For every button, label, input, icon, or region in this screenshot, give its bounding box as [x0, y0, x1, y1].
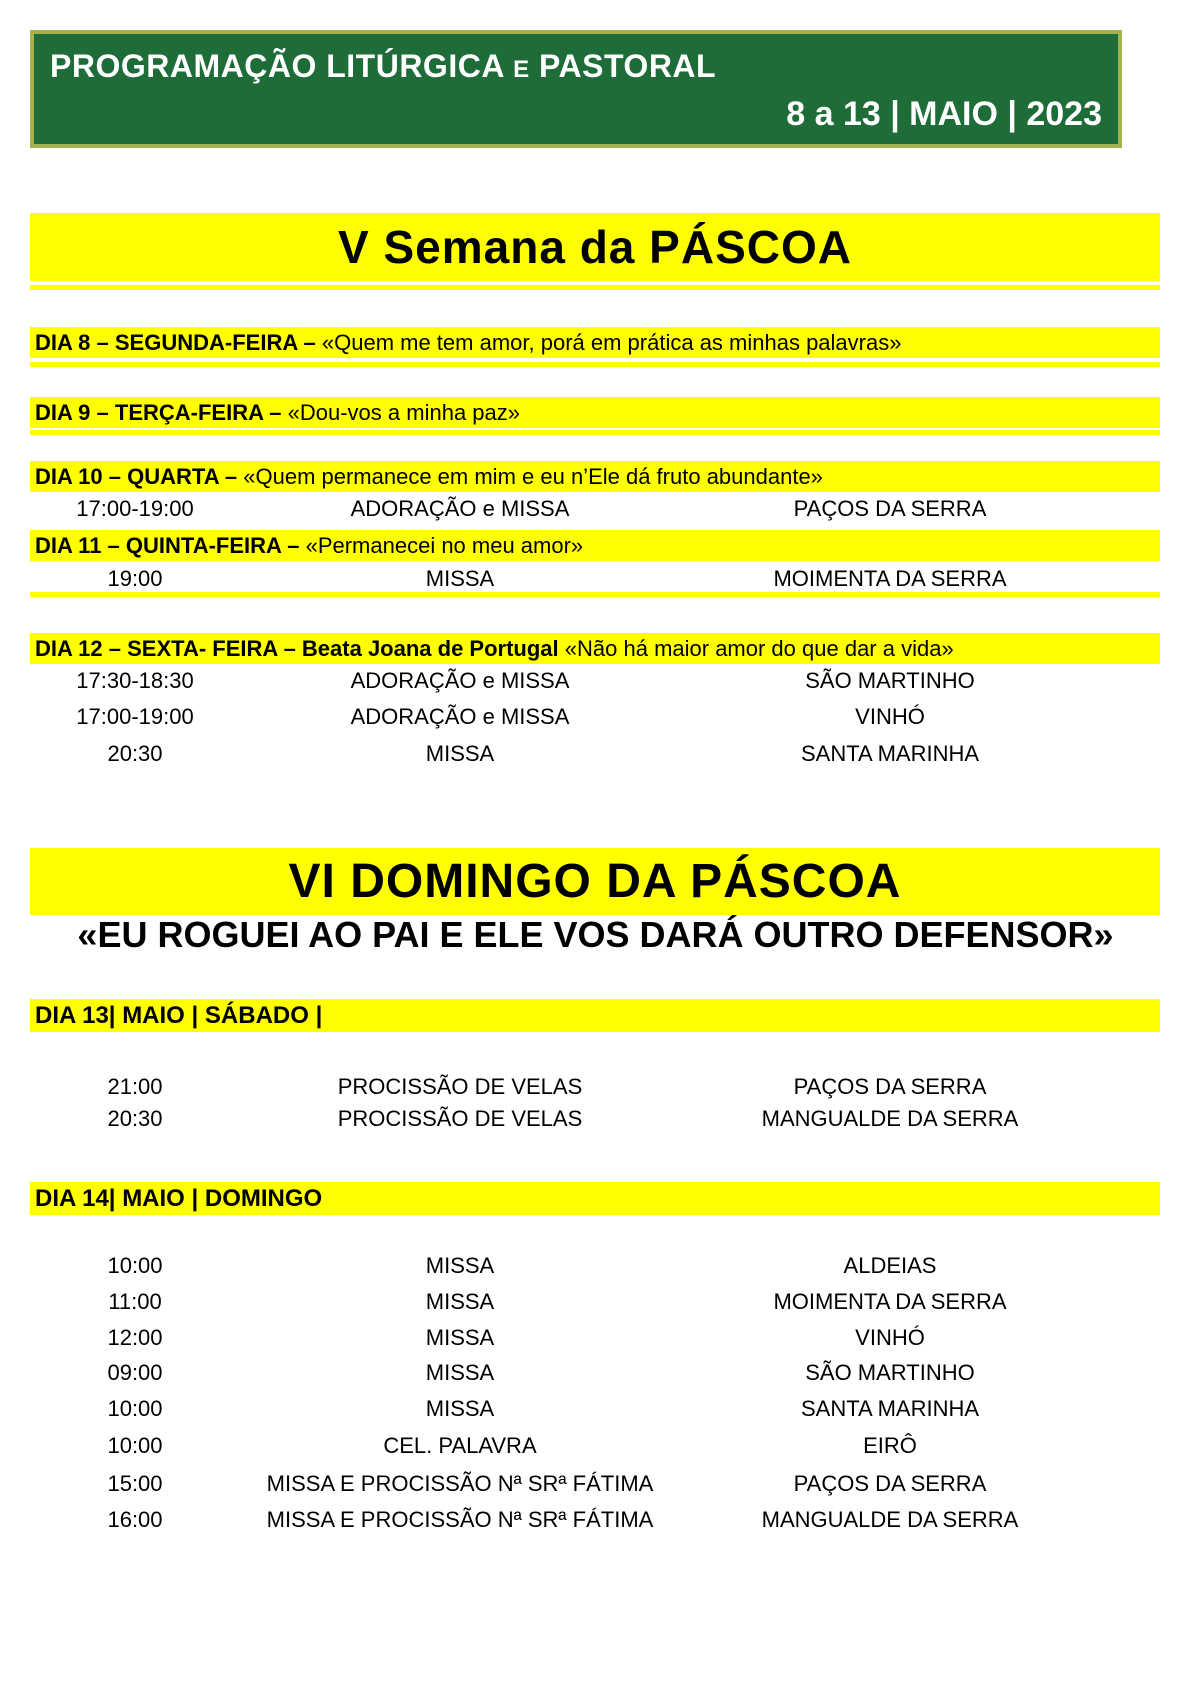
event-time: 16:00 — [107, 1507, 163, 1532]
event-time: 19:00 — [107, 566, 163, 591]
day-header-dia8 — [30, 327, 1160, 358]
highlight-strip — [30, 430, 1160, 435]
event-place: SANTA MARINHA — [800, 1396, 980, 1421]
day-header-dia9 — [30, 397, 1160, 428]
event-place: MANGUALDE DA SERRA — [761, 1507, 1019, 1532]
sunday-subtitle: «EU ROGUEI AO PAI E ELE VOS DARÁ OUTRO DEFENSOR» — [77, 914, 1114, 955]
event-place: MANGUALDE DA SERRA — [761, 1106, 1019, 1131]
schedule-row — [0, 1105, 1191, 1133]
schedule-row — [0, 1395, 1191, 1423]
event-activity: MISSA — [425, 1396, 495, 1421]
event-activity: CEL. PALAVRA — [383, 1433, 537, 1458]
schedule-row — [0, 1432, 1191, 1460]
schedule-row — [0, 1288, 1191, 1316]
highlight-strip — [30, 285, 1160, 290]
sunday-title-band: VI DOMINGO DA PÁSCOA — [30, 848, 1160, 915]
day-label: DIA 12 – SEXTA- FEIRA – Beata Joana de Portugal — [35, 636, 559, 661]
event-time: 21:00 — [107, 1074, 163, 1099]
schedule-row — [0, 667, 1191, 695]
event-time: 10:00 — [107, 1396, 163, 1421]
masthead-title-tail: PASTORAL — [539, 48, 717, 84]
event-place: SÃO MARTINHO — [805, 668, 975, 693]
day-header-dia13: DIA 13| MAIO | SÁBADO | — [30, 999, 1160, 1032]
event-activity: ADORAÇÃO e MISSA — [350, 704, 570, 729]
day-quote: «Não há maior amor do que dar a vida» — [564, 636, 954, 661]
masthead — [30, 30, 1122, 148]
event-activity: ADORAÇÃO e MISSA — [350, 496, 570, 521]
event-time: 10:00 — [107, 1433, 163, 1458]
day-header-dia14: DIA 14| MAIO | DOMINGO — [30, 1182, 1160, 1215]
masthead-date-range: 8 a 13 | MAIO | 2023 — [786, 95, 1102, 133]
event-activity: MISSA E PROCISSÃO Nª SRª FÁTIMA — [266, 1471, 654, 1496]
event-place: PAÇOS DA SERRA — [793, 496, 987, 521]
day-header-dia12 — [30, 633, 1160, 664]
event-place: MOIMENTA DA SERRA — [773, 1289, 1007, 1314]
event-time: 17:00-19:00 — [76, 704, 194, 729]
event-time: 09:00 — [107, 1360, 163, 1385]
event-place: SANTA MARINHA — [800, 741, 980, 766]
event-time: 12:00 — [107, 1325, 163, 1350]
event-place: EIRÔ — [863, 1433, 917, 1458]
day-quote: «Quem permanece em mim e eu n’Ele dá fruto abundante» — [243, 464, 823, 489]
schedule-row — [0, 565, 1191, 593]
schedule-row — [0, 1359, 1191, 1387]
schedule-row — [0, 1470, 1191, 1498]
masthead-title-main: PROGRAMAÇÃO LITÚRGICA — [50, 48, 504, 84]
day-quote: «Dou-vos a minha paz» — [287, 400, 520, 425]
event-place: SÃO MARTINHO — [805, 1360, 975, 1385]
event-activity: ADORAÇÃO e MISSA — [350, 668, 570, 693]
event-time: 17:30-18:30 — [76, 668, 194, 693]
event-time: 17:00-19:00 — [76, 496, 194, 521]
event-place: ALDEIAS — [843, 1253, 937, 1278]
event-activity: PROCISSÃO DE VELAS — [337, 1106, 583, 1131]
schedule-row — [0, 740, 1191, 768]
event-activity: MISSA — [425, 741, 495, 766]
event-place: PAÇOS DA SERRA — [793, 1074, 987, 1099]
event-activity: MISSA — [425, 1360, 495, 1385]
event-activity: MISSA — [425, 1325, 495, 1350]
schedule-row — [0, 1252, 1191, 1280]
schedule-row — [0, 1506, 1191, 1534]
schedule-row — [0, 1073, 1191, 1101]
event-place: VINHÓ — [855, 704, 925, 729]
schedule-row — [0, 495, 1191, 523]
event-activity: MISSA — [425, 566, 495, 591]
highlight-strip — [30, 362, 1160, 367]
day-quote: «Permanecei no meu amor» — [305, 533, 584, 558]
masthead-title-conjunction: E — [513, 56, 530, 83]
event-activity: PROCISSÃO DE VELAS — [337, 1074, 583, 1099]
event-time: 20:30 — [107, 741, 163, 766]
event-place: VINHÓ — [855, 1325, 925, 1350]
day-label: DIA 10 – QUARTA – — [35, 464, 238, 489]
schedule-row — [0, 703, 1191, 731]
day-label: DIA 9 – TERÇA-FEIRA – — [35, 400, 282, 425]
schedule-row — [0, 1324, 1191, 1352]
day-label: DIA 8 – SEGUNDA-FEIRA – — [35, 330, 316, 355]
week-title-band: V Semana da PÁSCOA — [30, 213, 1160, 281]
event-time: 15:00 — [107, 1471, 163, 1496]
event-activity: MISSA E PROCISSÃO Nª SRª FÁTIMA — [266, 1507, 654, 1532]
event-place: PAÇOS DA SERRA — [793, 1471, 987, 1496]
event-time: 20:30 — [107, 1106, 163, 1131]
day-header-dia11 — [30, 530, 1160, 561]
day-header-dia10 — [30, 461, 1160, 492]
event-activity: MISSA — [425, 1253, 495, 1278]
event-place: MOIMENTA DA SERRA — [773, 566, 1007, 591]
day-quote: «Quem me tem amor, porá em prática as minhas palavras» — [321, 330, 902, 355]
masthead-title — [50, 48, 716, 85]
day-label: DIA 11 – QUINTA-FEIRA – — [35, 533, 300, 558]
event-time: 11:00 — [108, 1289, 162, 1314]
event-activity: MISSA — [425, 1289, 495, 1314]
event-time: 10:00 — [107, 1253, 163, 1278]
